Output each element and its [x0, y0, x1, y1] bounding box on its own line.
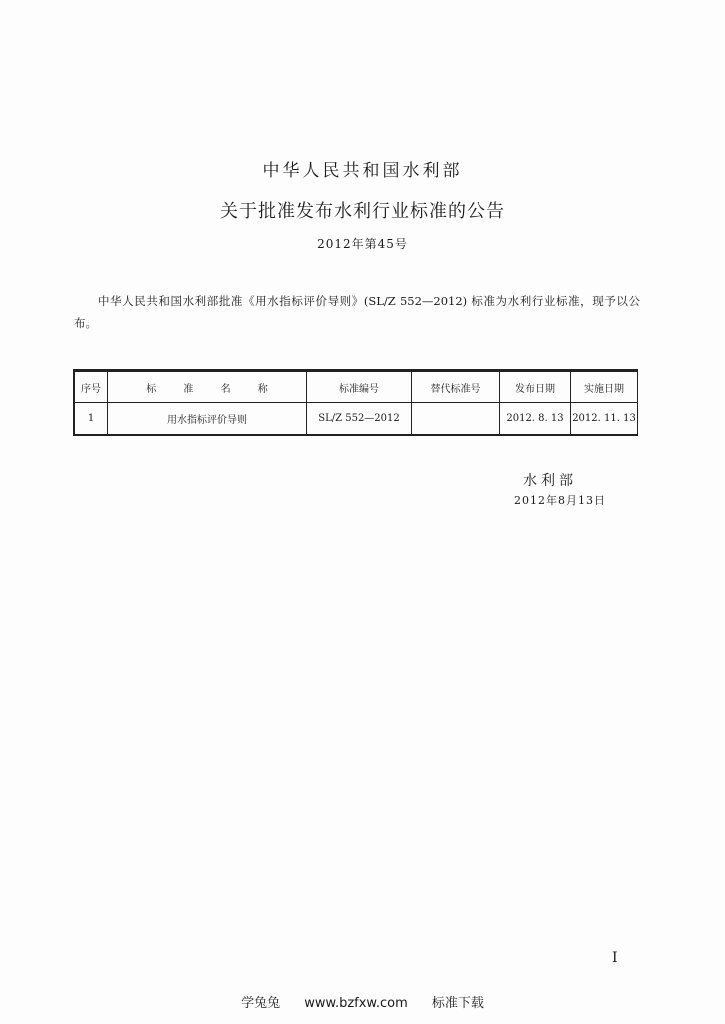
- table-row: [75, 403, 638, 435]
- header-code: 标准编号: [307, 372, 412, 403]
- announcement-body: 中华人民共和国水利部批准《用水指标评价导则》(SL/Z 552—2012) 标准为水利行业标准，现予以公布。: [74, 294, 640, 330]
- announcement-title: 关于批准发布水利行业标准的公告: [220, 201, 505, 222]
- issuing-ministry: 中华人民共和国水利部: [262, 161, 463, 181]
- cell-publish-date: 2012. 8. 13: [500, 403, 571, 435]
- table-header-row: [75, 372, 638, 403]
- cell-replaced: [412, 403, 500, 435]
- cell-name: 用水指标评价导则: [108, 403, 307, 435]
- footer-url-link[interactable]: www.bzfxw.com: [304, 996, 408, 1011]
- cell-seq: 1: [75, 403, 108, 435]
- standards-table: [73, 369, 638, 436]
- header-name: 标 准 名 称: [108, 372, 307, 403]
- header-implement-date: 实施日期: [571, 372, 638, 403]
- signature-date: 2012年8月13日: [514, 494, 606, 507]
- announcement-number: 2012年第45号: [317, 237, 408, 251]
- header-seq: 序号: [75, 372, 108, 403]
- signature-org: 水利部: [523, 473, 577, 489]
- cell-implement-date: 2012. 11. 13: [571, 403, 638, 435]
- header-replaced: 替代标准号: [412, 372, 500, 403]
- footer-site-name: 学兔兔: [241, 996, 281, 1011]
- footer-tagline: 标准下载: [431, 996, 484, 1011]
- page-number: I: [612, 950, 618, 966]
- header-publish-date: 发布日期: [500, 372, 571, 403]
- site-footer: [0, 992, 725, 1011]
- cell-code: SL/Z 552—2012: [307, 403, 412, 435]
